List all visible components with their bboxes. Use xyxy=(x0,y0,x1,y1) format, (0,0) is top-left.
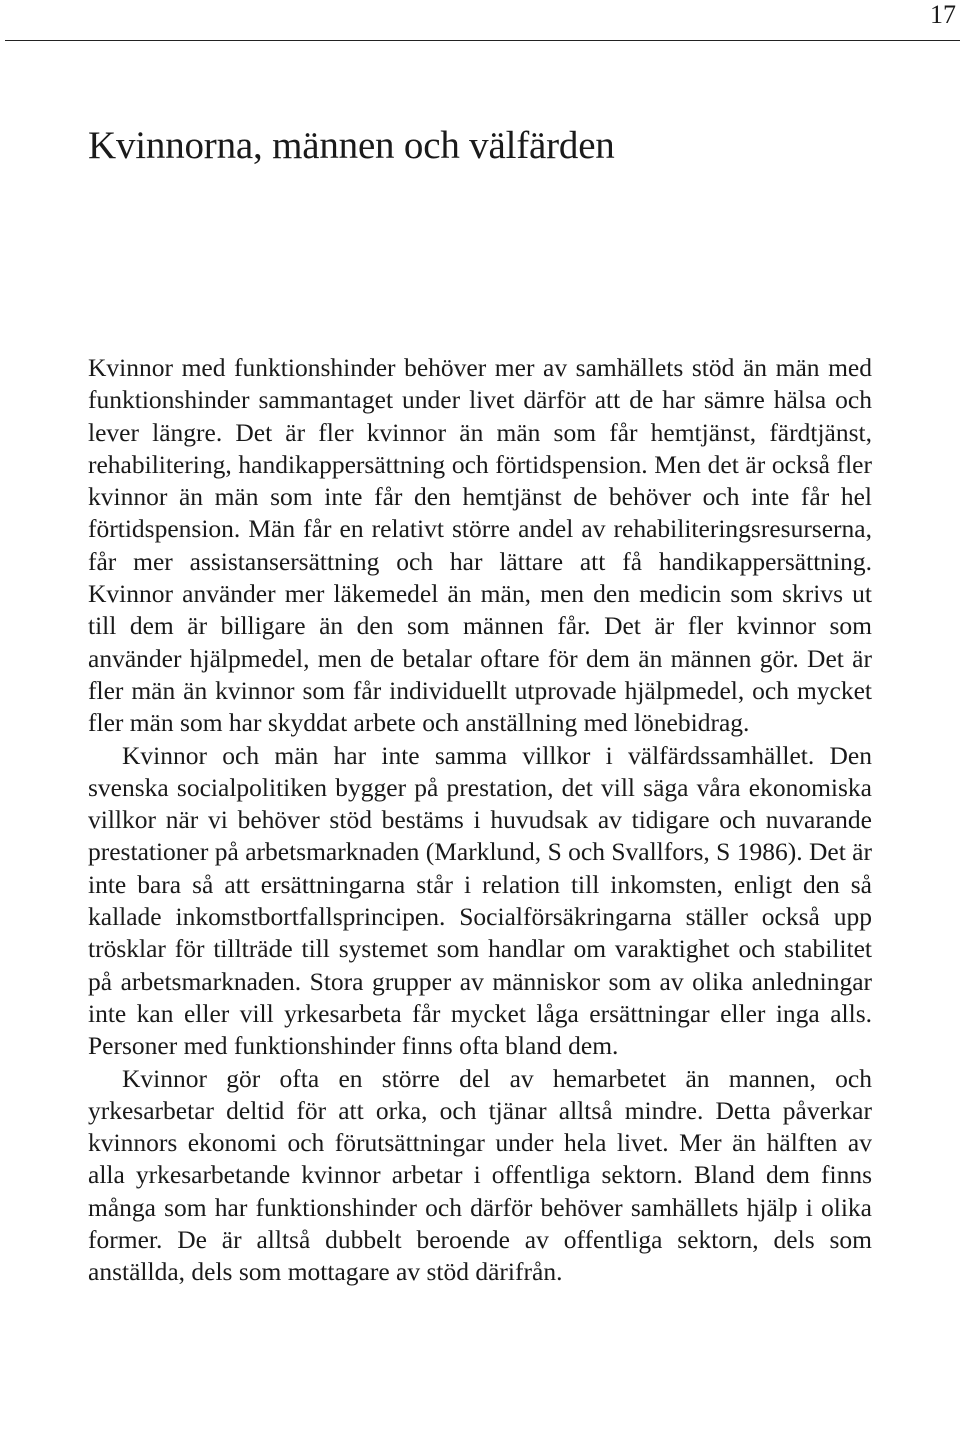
paragraph-3: Kvinnor gör ofta en större del av hemarbetet än mannen, och yrkesarbetar deltid för att orka, och tjänar alltså mindre. Detta påverkar kvinnors ekonomi och förutsättningar under hela livet. Mer än hälften av alla yrkesarbetande kvinnor arbetar i offentliga sektorn. Bland dem finns många som har funktionshinder och därför behöver samhällets hjälp i olika former. De är alltså dubbelt beroende av offentliga sektorn, dels som anställda, dels som mottagare av stöd därifrån. xyxy=(88,1063,872,1287)
header-rule xyxy=(5,40,960,41)
paragraph-1: Kvinnor med funktionshinder behöver mer av samhällets stöd än män med funktionshinder sammantaget under livet därför att de har sämre hälsa och lever längre. Det är fler kvinnor än män som får hemtjänst, färdtjänst, rehabilitering, handikappersättning och förtidspension. Men det är också fler kvinnor än män som inte får den hemtjänst de behöver och inte får hel förtidspension. Män får en relativt större andel av rehabiliteringsresurserna, får mer assistansersättning och har lättare att få handikappersättning. Kvinnor använder mer läkemedel än män, men den medicin som skrivs ut till dem är billigare än den som männen får. Det är fler kvinnor som använder hjälpmedel, men de betalar oftare för dem än männen gör. Det är fler män än kvinnor som får individuellt utprovade hjälpmedel, och mycket fler män som har skyddat arbete och anställning med lönebidrag. xyxy=(88,353,872,738)
chapter-title: Kvinnorna, männen och välfärden xyxy=(88,124,615,167)
body-text xyxy=(88,352,872,1289)
page-number: 17 xyxy=(930,0,956,29)
paragraph-2: Kvinnor och män har inte samma villkor i välfärdssamhället. Den svenska socialpolitiken bygger på prestation, det vill säga våra ekonomiska villkor när vi behöver stöd bestäms i huvudsak av tidigare och nuvarande prestationer på arbetsmarknaden (Marklund, S och Svallfors, S 1986). Det är inte bara så att ersättningarna står i relation till inkomsten, enligt den så kallade inkomstbortfallsprincipen. Socialförsäkringarna ställer också upp trösklar för tillträde till systemet som handlar om varaktighet och stabilitet på arbetsmarknaden. Stora grupper av människor som av olika anledningar inte kan eller vill yrkesarbeta får mycket låga ersättningar eller inga alls. Personer med funktionshinder finns ofta bland dem. xyxy=(88,740,872,1061)
